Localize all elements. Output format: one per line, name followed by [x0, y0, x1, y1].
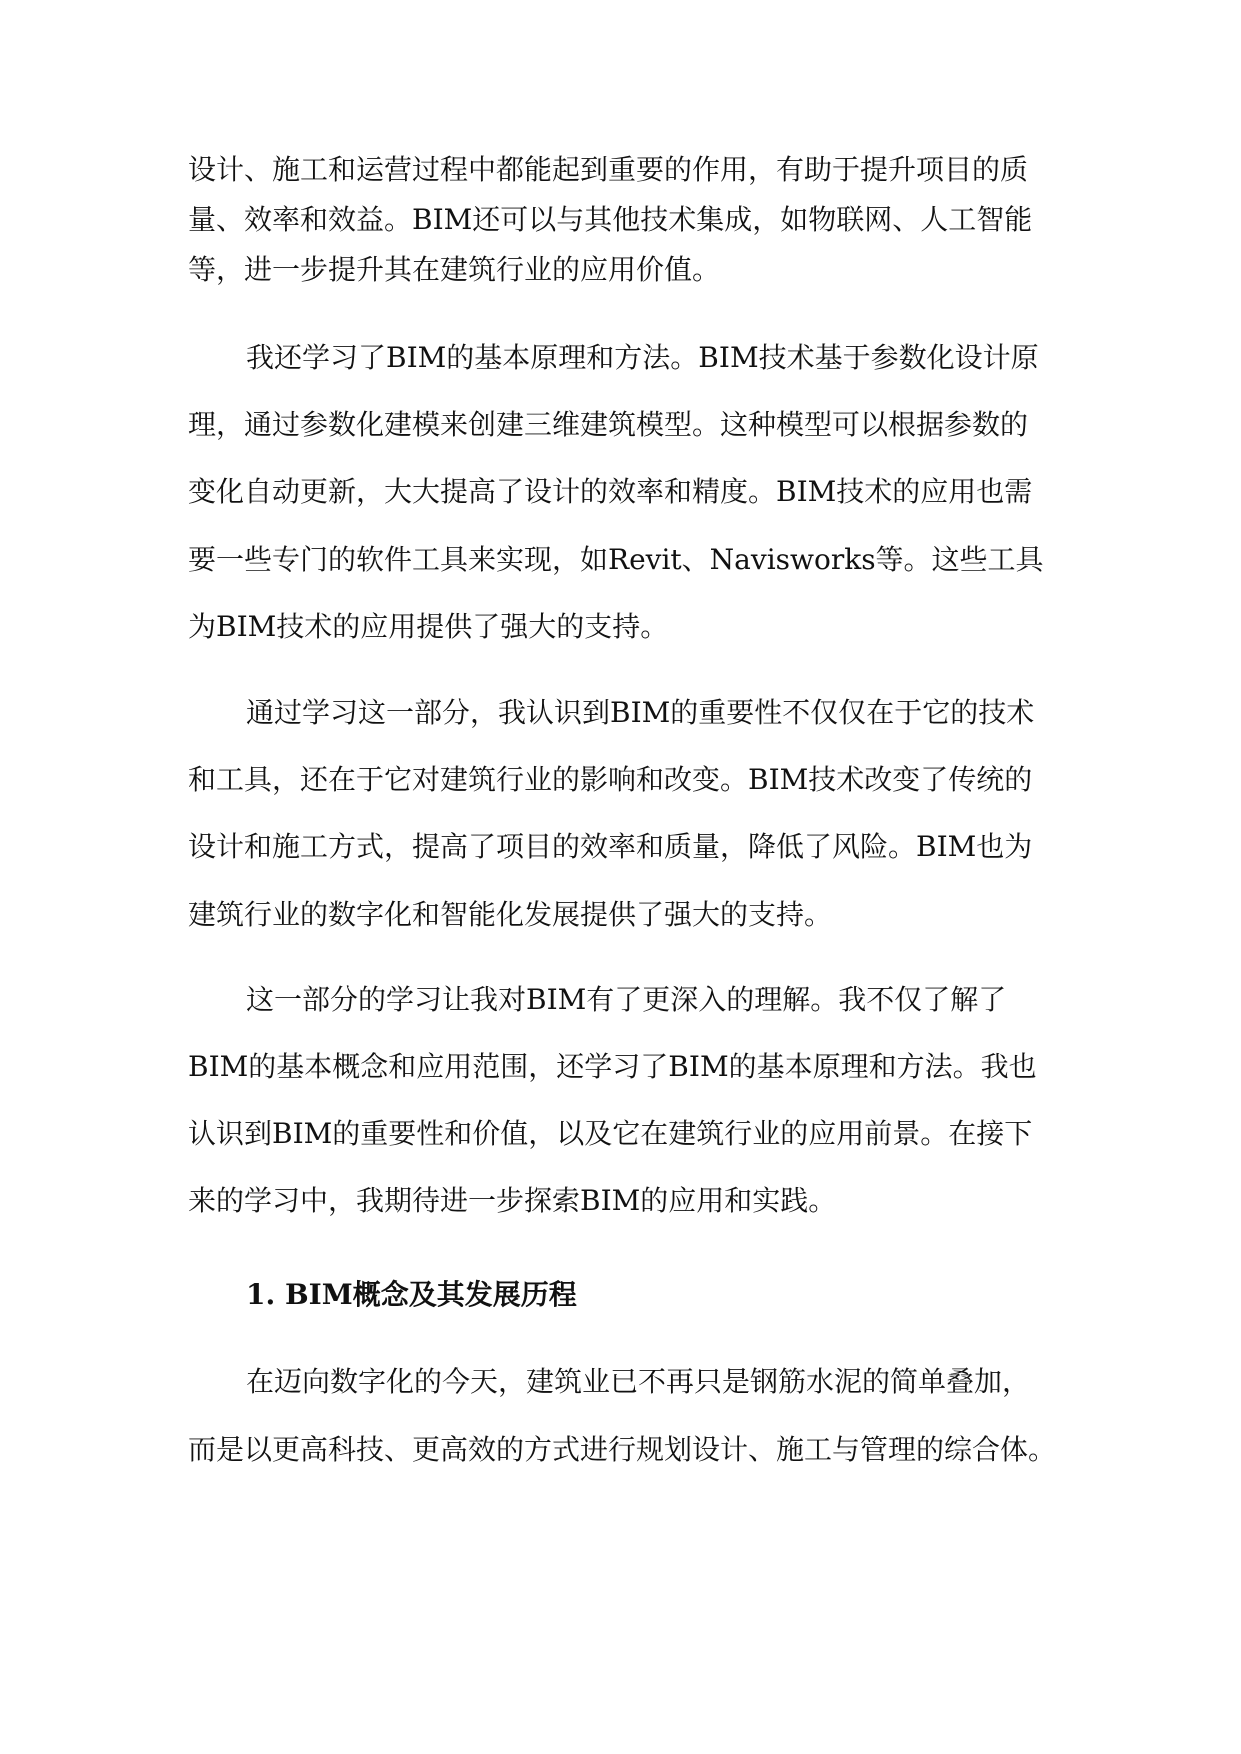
paragraph-first-line: 这一部分的学习让我对BIM有了更深入的理解。我不仅了解了	[246, 983, 1007, 1016]
text-line: 而是以更高科技、更高效的方式进行规划设计、施工与管理的综合体。	[188, 1433, 1057, 1466]
section-heading: 1. BIM概念及其发展历程	[246, 1278, 577, 1311]
text-line: BIM的基本概念和应用范围，还学习了BIM的基本原理和方法。我也	[188, 1050, 1037, 1083]
text-line: 建筑行业的数字化和智能化发展提供了强大的支持。	[188, 898, 833, 931]
paragraph-first-line: 通过学习这一部分，我认识到BIM的重要性不仅仅在于它的技术	[246, 696, 1035, 729]
text-line: 量、效率和效益。BIM还可以与其他技术集成，如物联网、人工智能	[188, 203, 1033, 236]
text-line: 设计、施工和运营过程中都能起到重要的作用，有助于提升项目的质	[188, 153, 1029, 186]
text-line: 设计和施工方式，提高了项目的效率和质量，降低了风险。BIM也为	[188, 830, 1033, 863]
text-line: 等，进一步提升其在建筑行业的应用价值。	[188, 253, 721, 286]
paragraph-first-line: 我还学习了BIM的基本原理和方法。BIM技术基于参数化设计原	[246, 341, 1039, 374]
text-line: 变化自动更新，大大提高了设计的效率和精度。BIM技术的应用也需	[188, 475, 1033, 508]
text-line: 来的学习中，我期待进一步探索BIM的应用和实践。	[188, 1184, 837, 1217]
text-line: 认识到BIM的重要性和价值，以及它在建筑行业的应用前景。在接下	[188, 1117, 1033, 1150]
text-line: 理，通过参数化建模来创建三维建筑模型。这种模型可以根据参数的	[188, 408, 1029, 441]
text-line: 要一些专门的软件工具来实现，如Revit、Navisworks等。这些工具	[188, 543, 1044, 576]
text-line: 为BIM技术的应用提供了强大的支持。	[188, 610, 669, 643]
paragraph-first-line: 在迈向数字化的今天，建筑业已不再只是钢筋水泥的简单叠加，	[246, 1365, 1031, 1398]
text-line: 和工具，还在于它对建筑行业的影响和改变。BIM技术改变了传统的	[188, 763, 1033, 796]
